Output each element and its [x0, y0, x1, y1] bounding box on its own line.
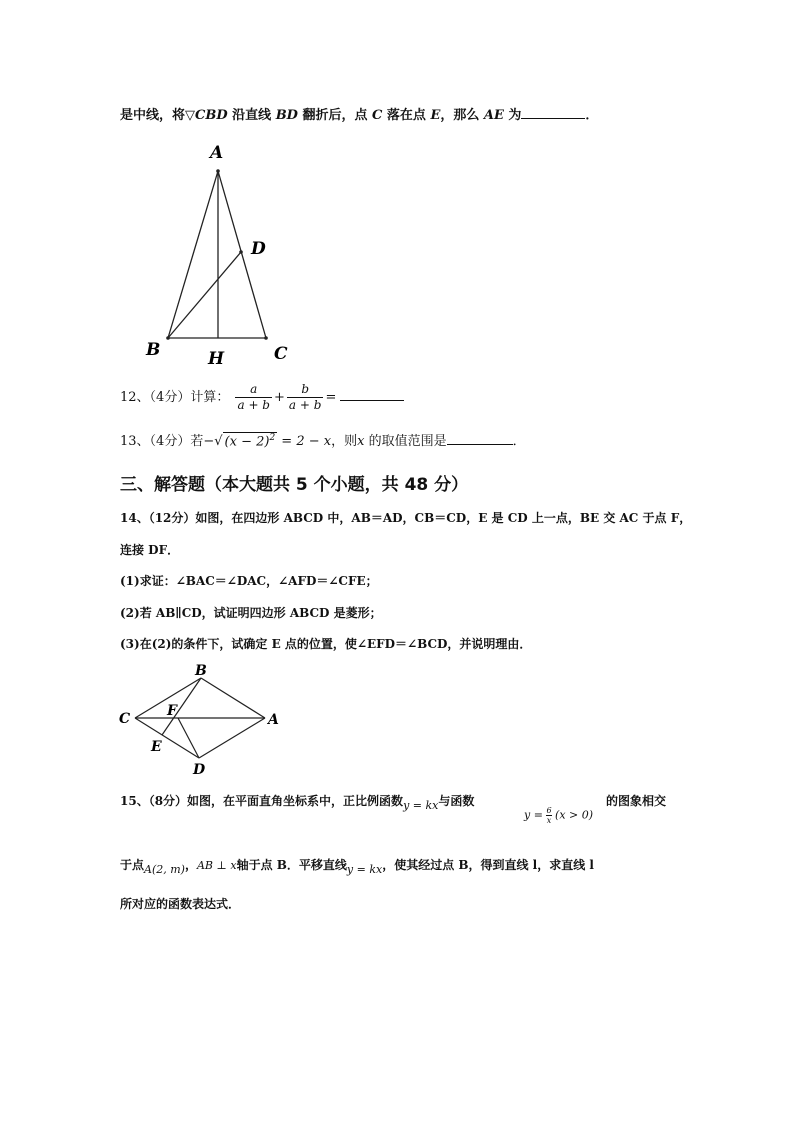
q13-rhs: = 2 − x [277, 434, 332, 449]
label-d: D [251, 239, 266, 259]
point-a [216, 169, 220, 173]
q13-radicand-box [223, 432, 278, 449]
q12-num2: b [287, 382, 324, 398]
q13-suffix: 的取值范围是 [364, 434, 447, 449]
q15-frac-n: 6 [546, 806, 552, 815]
q11-text-a: 是中线，将 [120, 108, 186, 123]
q12-prefix: 12、（4分）计算： [120, 390, 230, 405]
q11-c: C [372, 108, 383, 123]
q11-bd: BD [275, 108, 298, 123]
answer-blank-q12[interactable] [340, 399, 404, 401]
segment-ab [168, 171, 218, 338]
q13-end: ． [512, 434, 526, 449]
q11-text-f: 为 [503, 108, 522, 123]
q15-b2: ， [184, 858, 197, 872]
q13-exp: 2 [269, 432, 276, 443]
q15-line1 [120, 792, 475, 812]
q11-end: ． [585, 108, 599, 123]
answer-blank-q13[interactable] [447, 443, 513, 445]
q12-eq: = [325, 390, 337, 405]
q13-x: x [357, 434, 365, 449]
point-b [166, 336, 170, 340]
q15-frac-d: x [546, 816, 552, 825]
label-h: H [208, 349, 225, 368]
q11-e: E [430, 108, 441, 123]
label-b2: B [195, 663, 207, 679]
q14-part1: (1)求证：∠BAC＝∠DAC，∠AFD＝∠CFE； [120, 574, 378, 588]
q15-a1: 15、（8分）如图，在平面直角坐标系中，正比例函数 [120, 794, 404, 808]
q14-part2: (2)若 AB∥CD，试证明四边形 ABCD 是菱形； [120, 606, 382, 620]
q15-perp: AB ⊥ x [196, 859, 237, 872]
q15-function [524, 806, 593, 825]
label-e: E [151, 739, 162, 755]
point-d [239, 250, 243, 254]
six-over-x [546, 806, 551, 825]
q11-text-c: 翻折后，点 [297, 108, 373, 123]
q15-a2: 与函数 [438, 794, 475, 808]
label-c: C [274, 344, 288, 364]
q15-y-eq: y = [524, 808, 543, 822]
q12-den2: a + b [288, 398, 322, 412]
fraction-b-over-a-plus-b [287, 382, 324, 413]
q15-line3: 所对应的函数表达式． [120, 897, 241, 911]
q15-b4: ，使其经过点 B，得到直线 l，求直线 l [382, 858, 594, 872]
q11-text-d: 落在点 [382, 108, 431, 123]
q15-line2 [120, 856, 594, 876]
sqrt-sign: √ [214, 434, 223, 449]
q13-prefix: 13、（4分）若 [120, 434, 204, 449]
q15-ykx2: y = kx [346, 863, 383, 876]
label-c2: C [119, 711, 131, 727]
q11-text-e: ，那么 [440, 108, 484, 123]
q12-num1: a [235, 382, 272, 398]
section-heading: 三、解答题（本大题共 5 个小题，共 48 分） [120, 475, 469, 495]
q13-mid: ，则 [331, 434, 358, 449]
fraction-a-over-a-plus-b [235, 382, 272, 413]
q11-cbd: CBD [195, 108, 228, 123]
q13-radicand: (x − 2) [224, 434, 270, 449]
question-12 [120, 382, 404, 413]
q15-cond: (x > 0) [555, 808, 594, 822]
q14-line2: 连接 DF． [120, 543, 180, 557]
label-a2: A [268, 712, 279, 728]
figure-rhombus [115, 660, 285, 780]
q14-line1: 14、（12分）如图，在四边形 ABCD 中，AB＝AD，CB＝CD，E 是 CD 上一点，BE 交 AC 于点 F， [120, 511, 692, 525]
q11-text-b: 沿直线 [227, 108, 276, 123]
question-13 [120, 430, 526, 449]
segment-ba [201, 678, 265, 718]
q15-b1: 于点 [120, 858, 145, 872]
segment-dc [135, 718, 199, 758]
question-11-text [120, 104, 598, 123]
label-d2: D [193, 762, 206, 778]
label-f: F [167, 703, 177, 719]
figure-triangle [140, 138, 300, 368]
q15-b3: 轴于点 B．平移直线 [236, 858, 347, 872]
label-a: A [210, 143, 224, 163]
q15-point: A(2, m) [144, 863, 185, 876]
q15-ykx: y = kx [403, 799, 439, 812]
point-c [264, 336, 268, 340]
q12-den1: a + b [237, 398, 270, 412]
q15-a3: 的图象相交 [606, 794, 667, 808]
label-b: B [146, 340, 161, 360]
q12-plus: + [274, 390, 285, 405]
segment-bd [168, 252, 241, 338]
q14-part3: (3)在(2)的条件下，试确定 E 点的位置，使∠EFD＝∠BCD，并说明理由． [120, 637, 532, 651]
answer-blank-q11[interactable] [521, 117, 585, 119]
triangle-symbol: ▽ [185, 108, 196, 123]
q13-minus: − [203, 434, 215, 449]
segment-ad [199, 718, 265, 758]
q11-ae: AE [483, 108, 504, 123]
